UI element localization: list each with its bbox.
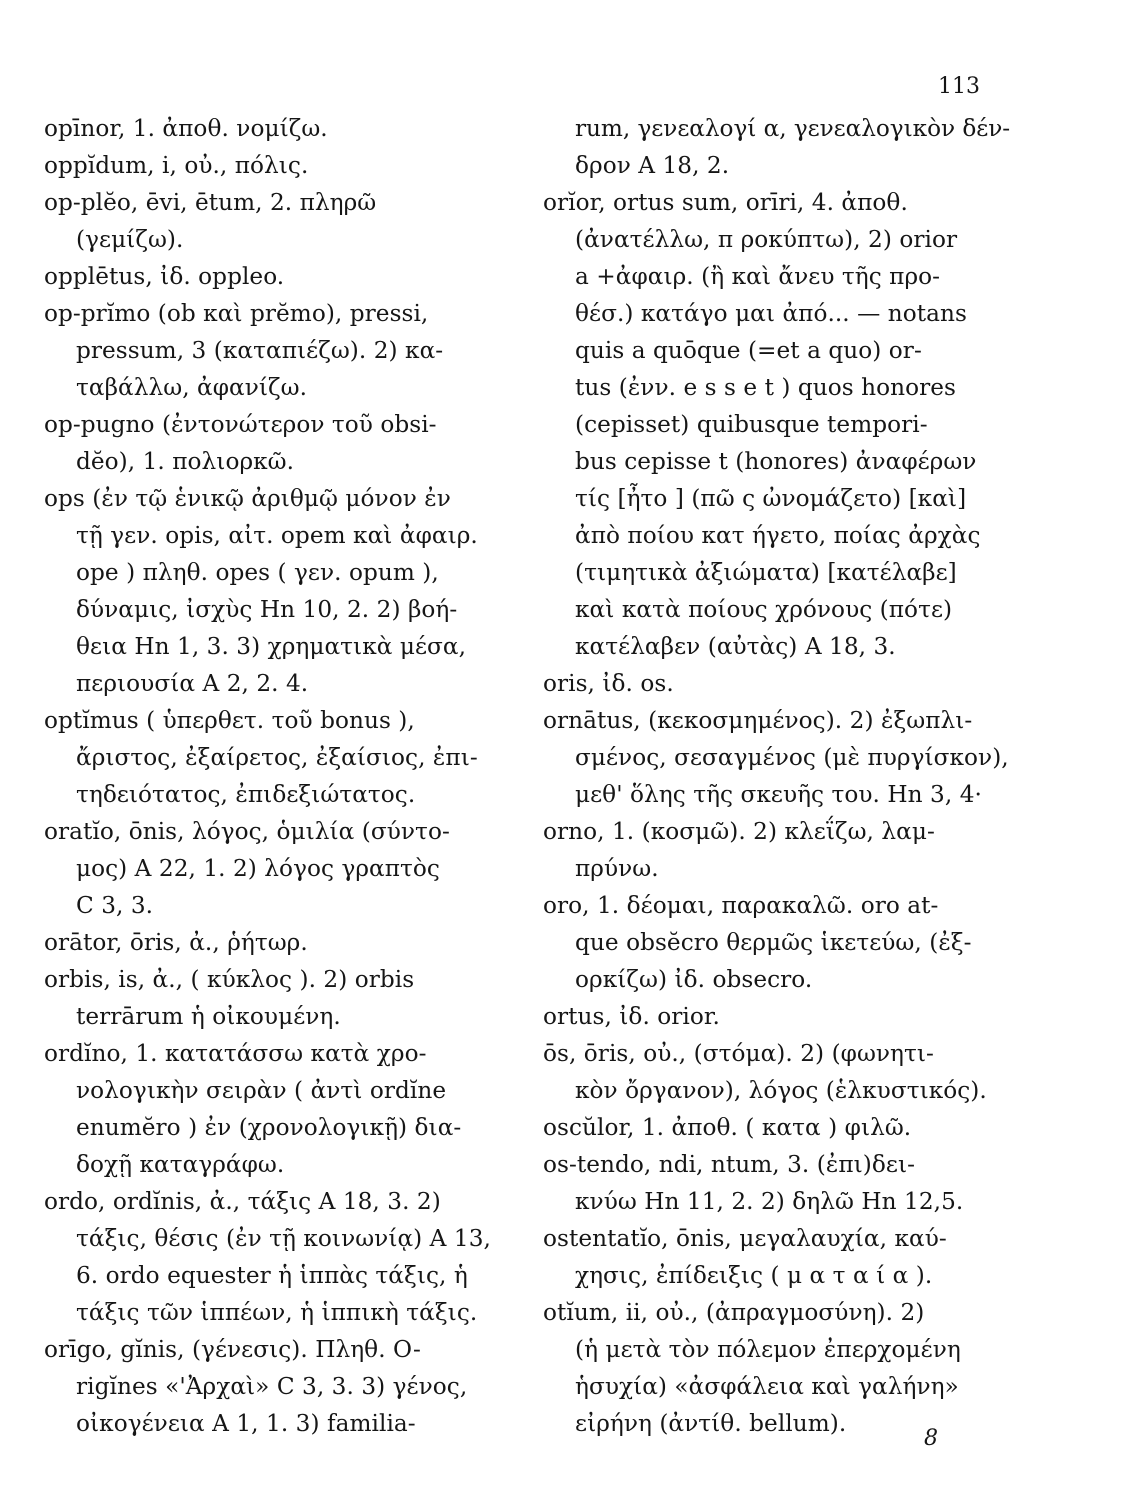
dictionary-line: ordo, ordĭnis, ἀ., τάξις A 18, 3. 2) bbox=[44, 1188, 441, 1215]
dictionary-line: 6. ordo equester ἡ ἱππὰς τάξις, ἡ bbox=[76, 1262, 468, 1289]
dictionary-line: rum, γενεαλογί α, γενεαλογικὸν δέν- bbox=[575, 115, 1011, 142]
dictionary-line: orĭor, ortus sum, orīri, 4. ἀποθ. bbox=[543, 189, 908, 216]
dictionary-line: quis a quōque (=et a quo) or- bbox=[575, 337, 922, 364]
dictionary-line: rigĭnes «'Ἀρχαὶ» C 3, 3. 3) γένος, bbox=[76, 1373, 468, 1400]
dictionary-line: optĭmus ( ὑπερθετ. τοῦ bonus ), bbox=[44, 707, 415, 734]
dictionary-line: θεια Hn 1, 3. 3) χρηματικὰ μέσα, bbox=[76, 633, 467, 660]
dictionary-line: oratĭo, ōnis, λόγος, ὁμιλία (σύντο- bbox=[44, 818, 450, 845]
dictionary-line: opplētus, ἰδ. oppleo. bbox=[44, 263, 285, 290]
dictionary-line: θέσ.) κατάγο μαι ἀπό... — notans bbox=[575, 300, 967, 327]
dictionary-line: orno, 1. (κοσμῶ). 2) κλεΐζω, λαμ- bbox=[543, 818, 935, 845]
dictionary-line: μος) A 22, 1. 2) λόγος γραπτὸς bbox=[76, 855, 440, 882]
dictionary-line: ops (ἐν τῷ ἑνικῷ ἀριθμῷ μόνον ἐν bbox=[44, 485, 451, 512]
dictionary-line: ορκίζω) ἰδ. obsecro. bbox=[575, 966, 813, 993]
dictionary-line: oppĭdum, i, οὐ., πόλις. bbox=[44, 152, 309, 179]
dictionary-line: ταβάλλω, ἀφανίζω. bbox=[76, 374, 308, 401]
page-number: 113 bbox=[938, 74, 980, 99]
dictionary-line: κατέλαβεν (αὐτὰς) A 18, 3. bbox=[575, 633, 896, 660]
dictionary-line: τηδειότατος, ἐπιδεξιώτατος. bbox=[76, 781, 416, 808]
dictionary-line: oscŭlor, 1. ἀποθ. ( κατα ) φιλῶ. bbox=[543, 1114, 912, 1141]
dictionary-line: καὶ κατὰ ποίους χρόνους (πότε) bbox=[575, 596, 953, 623]
dictionary-line: ortus, ἰδ. orior. bbox=[543, 1003, 720, 1030]
dictionary-line: ōs, ōris, οὐ., (στόμα). 2) (φωνητι- bbox=[543, 1040, 934, 1067]
dictionary-line: σμένος, σεσαγμένος (μὲ πυργίσκον), bbox=[575, 744, 1009, 771]
dictionary-line: τῇ γεν. opis, αἰτ. opem καὶ ἀφαιρ. bbox=[76, 522, 478, 549]
dictionary-line: oro, 1. δέομαι, παρακαλῶ. oro at- bbox=[543, 892, 939, 919]
dictionary-line: bus cepisse t (honores) ἀναφέρων bbox=[575, 448, 977, 475]
dictionary-line: oris, ἰδ. os. bbox=[543, 670, 674, 697]
signature-mark: 8 bbox=[924, 1426, 938, 1451]
dictionary-line: opīnor, 1. ἀποθ. νομίζω. bbox=[44, 115, 328, 142]
dictionary-line: a +ἀφαιρ. (ἢ καὶ ἄνευ τῆς προ- bbox=[575, 263, 941, 290]
dictionary-line: τάξις, θέσις (ἐν τῇ κοινωνίᾳ) A 13, bbox=[76, 1225, 491, 1252]
dictionary-line: τίς [ἦτο ] (πῶ ς ὠνομάζετο) [καὶ] bbox=[575, 485, 967, 512]
dictionary-line: (cepisset) quibusque tempori- bbox=[575, 411, 928, 438]
dictionary-line: op-pugno (ἐντονώτερον τοῦ obsi- bbox=[44, 411, 437, 438]
dictionary-line: κὸν ὄργανον), λόγος (ἑλκυστικός). bbox=[575, 1077, 987, 1104]
dictionary-line: ornātus, (κεκοσμημένος). 2) ἐξωπλι- bbox=[543, 707, 973, 734]
dictionary-line: (τιμητικὰ ἀξιώματα) [κατέλαβε] bbox=[575, 559, 957, 586]
dictionary-line: dĕo), 1. πολιορκῶ. bbox=[76, 448, 295, 475]
dictionary-line: otĭum, ii, οὐ., (ἀπραγμοσύνη). 2) bbox=[543, 1299, 925, 1326]
dictionary-line: orīgo, gĭnis, (γένεσις). Πληθ. O- bbox=[44, 1336, 421, 1363]
left-column bbox=[44, 110, 514, 1442]
dictionary-line: os-tendo, ndi, ntum, 3. (ἐπι)δει- bbox=[543, 1151, 915, 1178]
dictionary-line: op-prĭmo (ob καὶ prĕmo), pressi, bbox=[44, 300, 429, 327]
dictionary-line: οἰκογένεια A 1, 1. 3) familia- bbox=[76, 1410, 416, 1437]
dictionary-line: νολογικὴν σειρὰν ( ἀντὶ ordĭne bbox=[76, 1077, 447, 1104]
dictionary-line: (ἡ μετὰ τὸν πόλεμον ἐπερχομένη bbox=[575, 1336, 961, 1363]
dictionary-line: δρον A 18, 2. bbox=[575, 152, 730, 179]
dictionary-line: ἄριστος, ἐξαίρετος, ἐξαίσιος, ἐπι- bbox=[76, 744, 478, 771]
dictionary-line: pressum, 3 (καταπιέζω). 2) κα- bbox=[76, 337, 444, 364]
dictionary-line: δύναμις, ἰσχὺς Hn 10, 2. 2) βοή- bbox=[76, 596, 458, 623]
dictionary-line: ἀπὸ ποίου κατ ήγετο, ποίας ἀρχὰς bbox=[575, 522, 981, 549]
dictionary-line: orbis, is, ἀ., ( κύκλος ). 2) orbis bbox=[44, 966, 415, 993]
dictionary-line: orātor, ōris, ἀ., ῥήτωρ. bbox=[44, 929, 308, 956]
dictionary-line: κνύω Hn 11, 2. 2) δηλῶ Hn 12,5. bbox=[575, 1188, 964, 1215]
dictionary-line: περιουσία A 2, 2. 4. bbox=[76, 670, 309, 697]
dictionary-line: τάξις τῶν ἱππέων, ἡ ἱππικὴ τάξις. bbox=[76, 1299, 478, 1326]
dictionary-line: ἡσυχία) «ἀσφάλεια καὶ γαλήνη» bbox=[575, 1373, 959, 1400]
dictionary-line: tus (ἐνν. e s s e t ) quos honores bbox=[575, 374, 956, 401]
dictionary-line: op-plĕo, ēvi, ētum, 2. πληρῶ bbox=[44, 189, 377, 216]
dictionary-line: ope ) πληθ. opes ( γεν. opum ), bbox=[76, 559, 439, 586]
dictionary-line: (γεμίζω). bbox=[76, 226, 184, 253]
dictionary-line: χησις, ἐπίδειξις ( μ α τ α ί α ). bbox=[575, 1262, 933, 1289]
dictionary-line: μεθ' ὅλης τῆς σκευῆς του. Hn 3, 4· bbox=[575, 781, 982, 808]
dictionary-line: εἰρήνη (ἀντίθ. bellum). bbox=[575, 1410, 847, 1437]
dictionary-line: C 3, 3. bbox=[76, 892, 154, 919]
dictionary-line: δοχῇ καταγράφω. bbox=[76, 1151, 285, 1178]
right-column bbox=[543, 110, 1013, 1442]
dictionary-line: enumĕro ) ἐν (χρονολογικῇ) δια- bbox=[76, 1114, 462, 1141]
dictionary-line: (ἀνατέλλω, π ροκύπτω), 2) orior bbox=[575, 226, 958, 253]
dictionary-line: ostentatĭo, ōnis, μεγαλαυχία, καύ- bbox=[543, 1225, 947, 1252]
dictionary-line: terrārum ἡ οἰκουμένη. bbox=[76, 1003, 341, 1030]
dictionary-line: ordĭno, 1. κατατάσσω κατὰ χρο- bbox=[44, 1040, 427, 1067]
dictionary-line: que obsĕcro θερμῶς ἱκετεύω, (ἐξ- bbox=[575, 929, 972, 956]
dictionary-line: πρύνω. bbox=[575, 855, 659, 882]
